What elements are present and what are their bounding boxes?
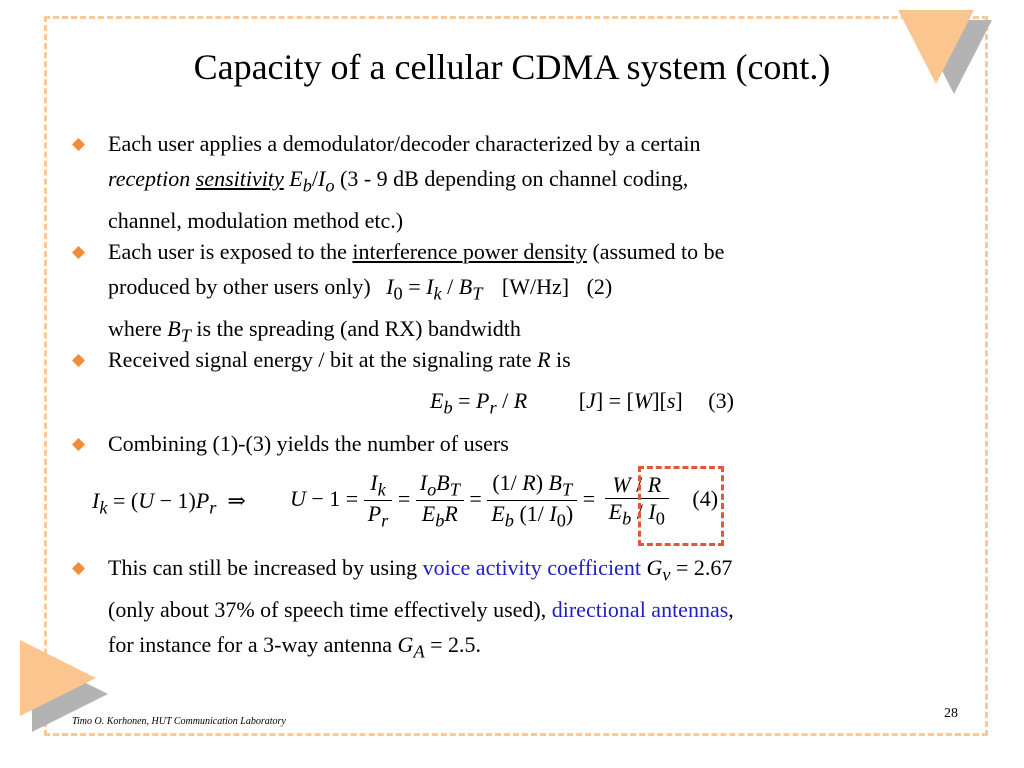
equation-3: $E_b = P_r / R$ [J] = [W][s] (3)	[430, 388, 734, 418]
diamond-bullet-icon	[72, 138, 85, 151]
equation-i0: $I_0 = I_k / B_T$	[386, 274, 483, 304]
bullet-text: Each user is exposed to the	[108, 239, 347, 264]
bullet-text: is	[556, 347, 571, 372]
equation-ik: $I_k = (U - 1)P_r$ ⇒	[92, 488, 246, 518]
diamond-bullet-icon	[72, 438, 85, 451]
bullet-text: = 2.67	[675, 555, 733, 580]
ga-symbol: $G_A$	[397, 632, 425, 662]
bt-symbol: $B_T$	[167, 316, 191, 346]
bullet-text: Received signal energy / bit at the signaling rate	[108, 347, 532, 372]
bullet-text: channel, modulation method etc.)	[108, 208, 404, 234]
term-voice-activity-coefficient: voice activity coefficient	[422, 555, 641, 580]
bullet-text: (assumed to be	[592, 239, 725, 264]
diamond-bullet-icon	[72, 562, 85, 575]
highlight-box	[638, 466, 724, 546]
bullet-text: produced by other users only)	[108, 274, 371, 299]
bullet-text: (3 - 9 dB depending on channel coding,	[340, 166, 689, 191]
bullet-text: Each user applies a demodulator/decoder characterized by a certain	[108, 131, 701, 156]
equation-number: (2)	[586, 274, 613, 299]
term-sensitivity: sensitivity	[195, 166, 284, 191]
equation-number: (4)	[692, 485, 719, 511]
bullet-text: where	[108, 316, 162, 342]
footer: Timo O. Korhonen, HUT Communication Laboratory	[72, 716, 286, 727]
slide-title: Capacity of a cellular CDMA system (cont.)	[193, 47, 831, 87]
bullet-text: (only about 37% of speech time effectively used),	[108, 597, 547, 623]
page-number: 28	[944, 706, 958, 721]
bullet-text: for instance for a 3-way antenna	[108, 632, 393, 658]
bullet-text: ,	[728, 597, 734, 623]
term-interference-power-density: interference power density	[352, 239, 587, 264]
bullet-text: Combining (1)-(3) yields the number of users	[108, 431, 509, 456]
term-directional-antennas: directional antennas	[551, 597, 729, 623]
eb-io-symbol: $E_b/I_o$	[289, 166, 335, 196]
r-symbol: R	[537, 347, 551, 372]
bullet-text: is the spreading (and RX) bandwidth	[196, 316, 521, 342]
diamond-bullet-icon	[72, 246, 85, 259]
bullet-text: This can still be increased by using	[108, 555, 418, 580]
term-reception: reception	[108, 166, 191, 191]
equation-number: (3)	[708, 388, 734, 413]
diamond-bullet-icon	[72, 354, 85, 367]
bullet-text: = 2.5.	[430, 632, 482, 658]
equation-unit: [W/Hz]	[501, 274, 570, 299]
equation-4: U − 1 = $\frac{I_k}{P_r}$ = $\frac{I_oB_T}{E_bR}$ = $\frac{(1/ R) B_T}{E_b (1/ I_0)}$ = $\frac{W / R}{E_b / I_0}$ (4)	[290, 470, 719, 531]
gv-symbol: $G_v$	[646, 555, 671, 585]
